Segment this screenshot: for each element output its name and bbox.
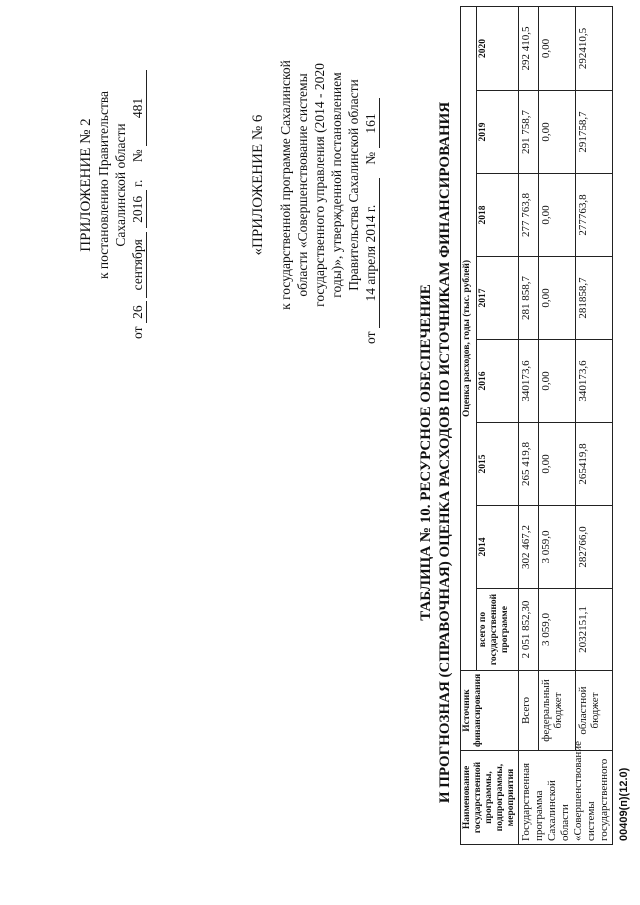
program-name-cell: Государственная программа Сахалинской области «Совершенствование системы государственного bbox=[519, 751, 613, 845]
value-cell: 277 763,8 bbox=[519, 174, 539, 257]
header-source: Источник финансирования bbox=[461, 671, 519, 751]
header-row-1 bbox=[461, 6, 477, 844]
source-cell: федеральный бюджет bbox=[539, 671, 576, 751]
header-year: 2015 bbox=[477, 423, 519, 506]
appendix-6-line1: к государственной программе Сахалинской bbox=[278, 60, 293, 310]
header-year: 2019 bbox=[477, 91, 519, 174]
value-cell: 3 059,0 bbox=[539, 506, 576, 589]
table-row bbox=[519, 6, 539, 844]
value-cell: 291758,7 bbox=[576, 91, 613, 174]
appendix-6-line4: годы)», утвержденной постановлением bbox=[329, 72, 344, 298]
appendix-2-date bbox=[129, 25, 147, 339]
appendix-6-line3: государственного управления (2014 - 2020 bbox=[312, 63, 327, 307]
value-cell: 340173,6 bbox=[576, 340, 613, 423]
table-title-line1: ТАБЛИЦА № 10. РЕСУРСНОЕ ОБЕСПЕЧЕНИЕ bbox=[418, 284, 434, 621]
date-day: 26 bbox=[129, 301, 147, 323]
value-cell: 277763,8 bbox=[576, 174, 613, 257]
value-cell: 292410,5 bbox=[576, 6, 613, 90]
value-cell: 0,00 bbox=[539, 257, 576, 340]
number-sign: № bbox=[363, 151, 378, 165]
total-cell: 2 051 852,30 bbox=[519, 589, 539, 671]
table-row bbox=[576, 6, 613, 844]
source-cell: Всего bbox=[519, 671, 539, 751]
header-year: 2017 bbox=[477, 257, 519, 340]
date-value: 14 апреля 2014 г. bbox=[362, 178, 380, 328]
header-year: 2020 bbox=[477, 6, 519, 90]
value-cell: 0,00 bbox=[539, 340, 576, 423]
header-program-name: Наименование государственной программы, подпрограммы, мероприятия bbox=[461, 751, 519, 845]
header-estimate: Оценка расходов, годы (тыс. рублей) bbox=[461, 6, 477, 670]
date-month: сентября bbox=[129, 232, 147, 298]
appendix-2-block bbox=[78, 25, 147, 345]
appendix-6-line5: Правительства Сахалинской области bbox=[346, 79, 361, 291]
appendix-6-block bbox=[250, 20, 380, 350]
number-sign: № bbox=[130, 149, 145, 163]
header-year: 2014 bbox=[477, 506, 519, 589]
total-cell: 2032151,1 bbox=[576, 589, 613, 671]
document-number: 161 bbox=[362, 99, 380, 149]
appendix-2-line2: Сахалинской области bbox=[113, 123, 128, 247]
document-code: 00409(п)(12.0) bbox=[618, 767, 630, 841]
value-cell: 281 858,7 bbox=[519, 257, 539, 340]
financing-table bbox=[460, 6, 613, 845]
year-suffix: г. bbox=[130, 179, 145, 188]
value-cell: 0,00 bbox=[539, 423, 576, 506]
date-prefix: от bbox=[130, 326, 145, 339]
value-cell: 0,00 bbox=[539, 6, 576, 90]
date-prefix: от bbox=[363, 331, 378, 344]
value-cell: 281858,7 bbox=[576, 257, 613, 340]
table-title bbox=[417, 0, 455, 905]
value-cell: 265419,8 bbox=[576, 423, 613, 506]
date-year: 2016 bbox=[129, 190, 147, 228]
source-cell: областной бюджет bbox=[576, 671, 613, 751]
appendix-6-title: «ПРИЛОЖЕНИЕ № 6 bbox=[250, 114, 266, 256]
appendix-2-line1: к постановлению Правительства bbox=[96, 90, 111, 280]
total-cell: 3 059,0 bbox=[539, 589, 576, 671]
table-row bbox=[539, 6, 576, 844]
value-cell: 0,00 bbox=[539, 174, 576, 257]
appendix-6-line2: области «Совершенствование системы bbox=[295, 73, 310, 297]
appendix-2-title: ПРИЛОЖЕНИЕ № 2 bbox=[78, 118, 94, 252]
appendix-6-date bbox=[362, 20, 380, 344]
value-cell: 282766,0 bbox=[576, 506, 613, 589]
value-cell: 292 410,5 bbox=[519, 6, 539, 90]
value-cell: 265 419,8 bbox=[519, 423, 539, 506]
header-year: 2016 bbox=[477, 340, 519, 423]
header-total: всего по государственной программе bbox=[477, 589, 519, 671]
document-number: 481 bbox=[129, 70, 147, 146]
header-year: 2018 bbox=[477, 174, 519, 257]
value-cell: 291 758,7 bbox=[519, 91, 539, 174]
table-title-line2: И ПРОГНОЗНАЯ (СПРАВОЧНАЯ) ОЦЕНКА РАСХОДОВ ПО ИСТОЧНИКАМ ФИНАНСИРОВАНИЯ bbox=[437, 101, 453, 804]
value-cell: 340173,6 bbox=[519, 340, 539, 423]
value-cell: 0,00 bbox=[539, 91, 576, 174]
value-cell: 302 467,2 bbox=[519, 506, 539, 589]
